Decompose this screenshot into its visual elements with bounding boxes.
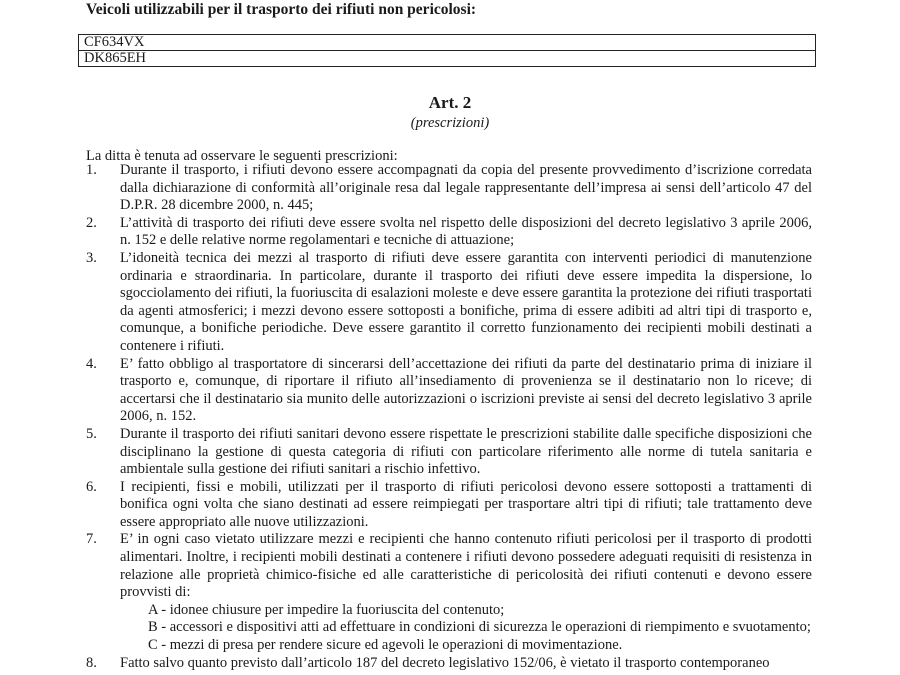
item-number: 7.: [86, 531, 97, 548]
plate-cell: DK865EH: [79, 51, 816, 67]
plate-cell: CF634VX: [79, 35, 816, 51]
item-number: 3.: [86, 249, 97, 266]
item-text: L’idoneità tecnica dei mezzi al trasporto di rifiuti deve essere garantita con interventi periodici di manutenzione ordinaria e straordinaria. In particolare, durante il trasporto dei rifiuti deve essere impedita la dispersione, lo sgocciolamento dei rifiuti, la fuoriuscita di esalazioni moleste e deve essere garantita la protezione dei rifiuti trasportati da agenti atmosferici; i mezzi devono essere sottoposti a bonifiche, prima di essere adibiti ad altri tipi di trasporto e, comunque, a bonifiche periodiche. Deve essere garantito il corretto funzionamento dei recipienti mobili destinati a contenere i rifiuti.: [120, 249, 812, 354]
plate-table: [78, 34, 816, 67]
sub-list-item: A - idonee chiusure per impedire la fuoriuscita del contenuto;: [148, 601, 505, 618]
item-text: E’ in ogni caso vietato utilizzare mezzi e recipienti che hanno contenuto rifiuti pericolosi per il trasporto di prodotti alimentari. Inoltre, i recipienti mobili destinati a contenere i rifiuti devono possedere adeguati requisiti di resistenza in relazione alle proprietà chimico-fisiche ed alle caratteristiche di pericolosità dei rifiuti contenuti e devono essere provvisti di:: [120, 531, 812, 601]
sub-list-item: B - accessori e dispositivi atti ad effettuare in condizioni di sicurezza le operazioni di riempimento e svuotamento;: [148, 619, 811, 636]
vehicles-heading: Veicoli utilizzabili per il trasporto dei rifiuti non pericolosi:: [86, 1, 477, 18]
item-number: 4.: [86, 355, 97, 372]
item-number: 5.: [86, 425, 97, 442]
sub-list: [120, 602, 812, 655]
list-item: [86, 479, 812, 532]
table-row: [79, 51, 816, 67]
item-number: 6.: [86, 478, 97, 495]
article-title: Art. 2: [428, 93, 472, 112]
prescription-list: [86, 162, 812, 672]
article-subtitle: (prescrizioni): [410, 115, 490, 131]
item-text: E’ fatto obbligo al trasportatore di sincerarsi dell’accettazione dei rifiuti da parte del destinatario prima di iniziare il trasporto e, comunque, di riportare il rifiuto all’insediamento di provenienza se il destinatario non lo riceve; di accertarsi che il destinatario sia munito delle autorizzazioni o iscrizioni previste ai sensi del decreto legislativo 3 aprile 2006, n. 152.: [120, 355, 812, 425]
list-item: [86, 215, 812, 250]
item-number: 2.: [86, 214, 97, 231]
list-item: [86, 250, 812, 356]
table-row: [79, 35, 816, 51]
list-item: [86, 162, 812, 215]
item-text: I recipienti, fissi e mobili, utilizzati per il trasporto di rifiuti pericolosi devono essere sottoposti a trattamenti di bonifica ogni volta che siano destinati ad essere reimpiegati per trasportare altri tipi di rifiuti; tale trattamento deve essere appropriato alle nuove utilizzazioni.: [120, 478, 812, 530]
item-text: Durante il trasporto, i rifiuti devono essere accompagnati da copia del presente provvedimento d’iscrizione corredata dalla dichiarazione di conformità all’originale resa dal legale rappresentante dell’impresa ai sensi dell’articolo 47 del D.P.R. 28 dicembre 2000, n. 445;: [120, 162, 812, 214]
list-item: [86, 655, 812, 673]
item-text: Fatto salvo quanto previsto dall’articolo 187 del decreto legislativo 152/06, è vietato il trasporto contemporaneo: [120, 654, 770, 671]
item-number: 8.: [86, 654, 97, 671]
sub-list-item: C - mezzi di presa per rendere sicure ed agevoli le operazioni di movimentazione.: [148, 637, 623, 654]
item-text: L’attività di trasporto dei rifiuti deve essere svolta nel rispetto delle disposizioni del decreto legislativo 3 aprile 2006, n. 152 e delle relative norme regolamentari e tecniche di attuazione;: [120, 214, 812, 249]
intro-text: La ditta è tenuta ad osservare le seguenti prescrizioni:: [86, 148, 398, 164]
item-number: 1.: [86, 162, 97, 178]
list-item: [86, 356, 812, 426]
list-item: [86, 426, 812, 479]
list-item: [86, 531, 812, 654]
item-text: Durante il trasporto dei rifiuti sanitari devono essere rispettate le prescrizioni stabilite dalle specifiche disposizioni che disciplinano la gestione di questa categoria di rifiuti con particolare riferimento alle norme di tutela sanitaria e ambientale sulla gestione dei rifiuti sanitari a rischio infettivo.: [120, 425, 812, 478]
